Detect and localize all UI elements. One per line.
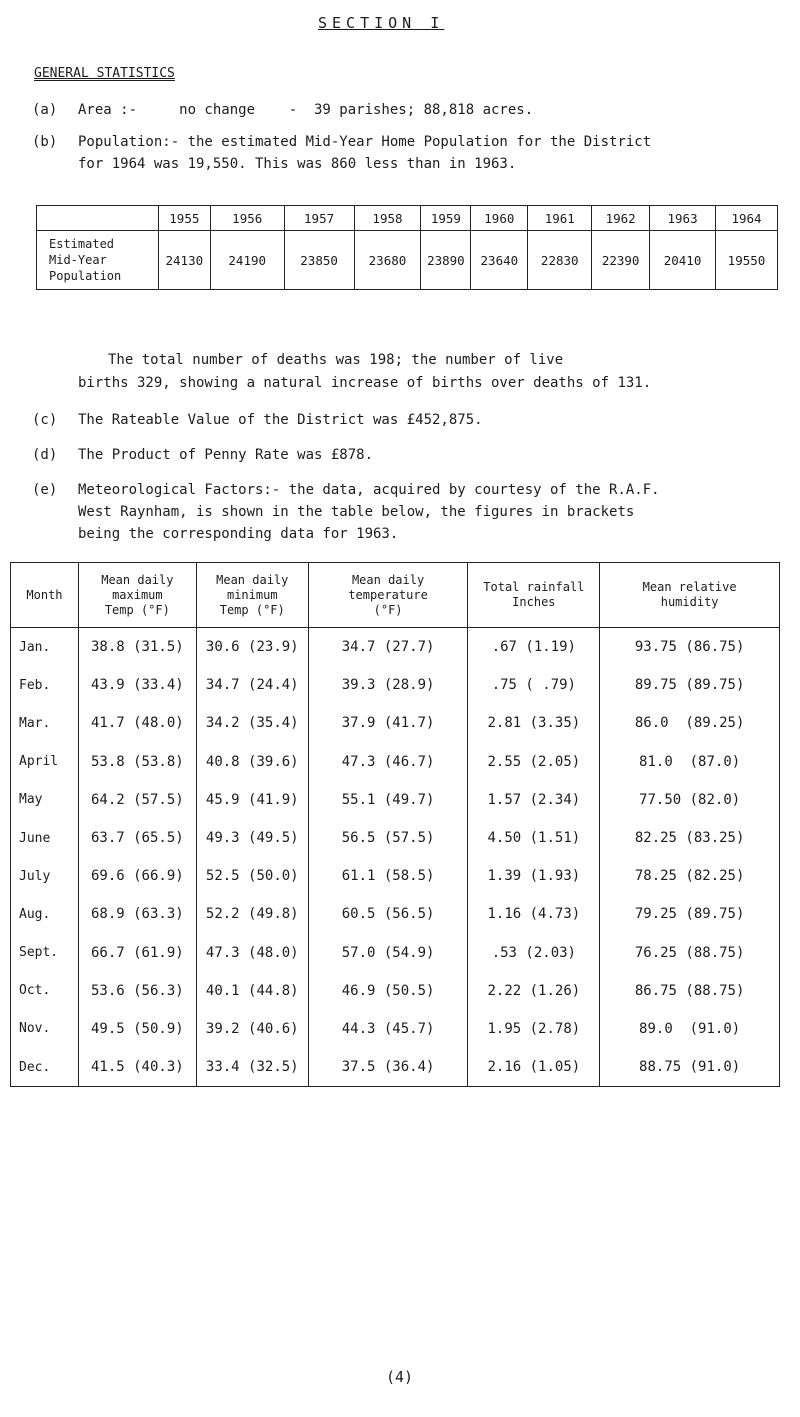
max-temp-cell: 69.6 (66.9) — [78, 857, 196, 895]
header-line: maximum — [112, 587, 163, 602]
year-header: 1959 — [421, 206, 471, 231]
humidity-cell: 89.0 (91.0) — [600, 1010, 780, 1048]
population-table — [36, 205, 778, 290]
item-b-label: (b) — [32, 134, 58, 150]
population-value: 22830 — [528, 231, 592, 290]
mean-temp-cell: 61.1 (58.5) — [308, 857, 468, 895]
max-temp-cell: 49.5 (50.9) — [78, 1010, 196, 1048]
item-e-line2: West Raynham, is shown in the table below, the figures in brackets — [78, 504, 635, 520]
month-cell: July — [11, 857, 79, 895]
min-temp-cell: 47.3 (48.0) — [196, 934, 308, 972]
min-temp-cell: 52.2 (49.8) — [196, 895, 308, 933]
year-header: 1963 — [650, 206, 716, 231]
month-cell: Aug. — [11, 895, 79, 933]
min-temp-cell: 45.9 (41.9) — [196, 781, 308, 819]
general-statistics-title: GENERAL STATISTICS — [34, 66, 175, 81]
item-e-label: (e) — [32, 482, 58, 498]
met-table-row — [11, 857, 780, 895]
rainfall-cell: 4.50 (1.51) — [468, 819, 600, 857]
mean-temp-cell: 47.3 (46.7) — [308, 743, 468, 781]
rainfall-cell: .53 (2.03) — [468, 934, 600, 972]
mean-temp-cell: 56.5 (57.5) — [308, 819, 468, 857]
max-temp-cell: 53.6 (56.3) — [78, 972, 196, 1010]
min-temp-cell: 52.5 (50.0) — [196, 857, 308, 895]
rainfall-cell: 1.95 (2.78) — [468, 1010, 600, 1048]
met-table-row — [11, 972, 780, 1010]
rainfall-cell: .67 (1.19) — [468, 628, 600, 667]
max-temp-cell: 41.5 (40.3) — [78, 1048, 196, 1087]
header-humidity — [600, 563, 780, 628]
year-header: 1964 — [716, 206, 778, 231]
header-line: minimum — [226, 587, 278, 602]
year-header: 1957 — [284, 206, 354, 231]
max-temp-cell: 63.7 (65.5) — [78, 819, 196, 857]
humidity-cell: 82.25 (83.25) — [600, 819, 780, 857]
header-line: temperature — [348, 587, 428, 602]
population-value: 22390 — [592, 231, 650, 290]
min-temp-cell: 30.6 (23.9) — [196, 628, 308, 667]
meteorological-table — [10, 562, 780, 1087]
header-rainfall — [468, 563, 600, 628]
met-table-row — [11, 895, 780, 933]
humidity-cell: 78.25 (82.25) — [600, 857, 780, 895]
year-header: 1962 — [592, 206, 650, 231]
max-temp-cell: 68.9 (63.3) — [78, 895, 196, 933]
min-temp-cell: 49.3 (49.5) — [196, 819, 308, 857]
year-header: 1960 — [471, 206, 528, 231]
year-header: 1961 — [528, 206, 592, 231]
humidity-cell: 88.75 (91.0) — [600, 1048, 780, 1087]
item-a-text: Area :- no change - 39 parishes; 88,818 acres. — [78, 102, 534, 118]
humidity-cell: 79.25 (89.75) — [600, 895, 780, 933]
max-temp-cell: 66.7 (61.9) — [78, 934, 196, 972]
mean-temp-cell: 55.1 (49.7) — [308, 781, 468, 819]
max-temp-cell: 43.9 (33.4) — [78, 666, 196, 704]
month-cell: Mar. — [11, 704, 79, 742]
min-temp-cell: 34.2 (35.4) — [196, 704, 308, 742]
row-label-line: Estimated — [49, 237, 115, 251]
item-c-label: (c) — [32, 412, 58, 428]
met-table-row — [11, 628, 780, 667]
deaths-line1: The total number of deaths was 198; the number of live — [108, 352, 564, 368]
header-line: Mean relative — [642, 580, 737, 594]
rainfall-cell: .75 ( .79) — [468, 666, 600, 704]
mean-temp-cell: 37.9 (41.7) — [308, 704, 468, 742]
row-label-line: Population — [49, 269, 122, 283]
mean-temp-cell: 46.9 (50.5) — [308, 972, 468, 1010]
humidity-cell: 86.0 (89.25) — [600, 704, 780, 742]
item-d-text: The Product of Penny Rate was £878. — [78, 447, 374, 463]
humidity-cell: 77.50 (82.0) — [600, 781, 780, 819]
mean-temp-cell: 44.3 (45.7) — [308, 1010, 468, 1048]
humidity-cell: 81.0 (87.0) — [600, 743, 780, 781]
min-temp-cell: 39.2 (40.6) — [196, 1010, 308, 1048]
row-label-line: Mid-Year — [49, 253, 107, 267]
mean-temp-cell: 34.7 (27.7) — [308, 628, 468, 667]
header-month — [11, 563, 79, 628]
mean-temp-cell: 57.0 (54.9) — [308, 934, 468, 972]
month-cell: May — [11, 781, 79, 819]
header-line: Temp (°F) — [104, 602, 170, 617]
item-e-line3: being the corresponding data for 1963. — [78, 526, 399, 542]
section-heading: SECTION I — [318, 14, 445, 32]
item-a-label: (a) — [32, 102, 58, 118]
header-line: Mean daily — [216, 572, 289, 587]
rainfall-cell: 2.81 (3.35) — [468, 704, 600, 742]
header-max-temp — [78, 563, 196, 628]
item-d-label: (d) — [32, 447, 58, 463]
rainfall-cell: 1.16 (4.73) — [468, 895, 600, 933]
max-temp-cell: 38.8 (31.5) — [78, 628, 196, 667]
year-header: 1958 — [354, 206, 421, 231]
month-cell: June — [11, 819, 79, 857]
header-line: Inches — [512, 595, 556, 609]
population-value: 23890 — [421, 231, 471, 290]
header-line: Total rainfall — [483, 580, 585, 594]
met-table-row — [11, 819, 780, 857]
met-table-row — [11, 704, 780, 742]
month-cell: Sept. — [11, 934, 79, 972]
month-cell: Dec. — [11, 1048, 79, 1087]
mean-temp-cell: 60.5 (56.5) — [308, 895, 468, 933]
item-c-text: The Rateable Value of the District was £452,875. — [78, 412, 483, 428]
header-line: Temp (°F) — [219, 602, 285, 617]
header-line: Mean daily — [351, 572, 425, 587]
min-temp-cell: 40.1 (44.8) — [196, 972, 308, 1010]
page-number: (4) — [386, 1368, 414, 1386]
rainfall-cell: 2.55 (2.05) — [468, 743, 600, 781]
rainfall-cell: 2.22 (1.26) — [468, 972, 600, 1010]
met-table-row — [11, 934, 780, 972]
humidity-cell: 76.25 (88.75) — [600, 934, 780, 972]
met-table-row — [11, 666, 780, 704]
header-mean-temp — [308, 563, 468, 628]
mean-temp-cell: 37.5 (36.4) — [308, 1048, 468, 1087]
min-temp-cell: 34.7 (24.4) — [196, 666, 308, 704]
max-temp-cell: 41.7 (48.0) — [78, 704, 196, 742]
month-cell: Feb. — [11, 666, 79, 704]
min-temp-cell: 40.8 (39.6) — [196, 743, 308, 781]
item-e-line1: Meteorological Factors:- the data, acquired by courtesy of the R.A.F. — [78, 482, 660, 498]
max-temp-cell: 64.2 (57.5) — [78, 781, 196, 819]
year-header: 1955 — [158, 206, 210, 231]
deaths-line2: births 329, showing a natural increase of births over deaths of 131. — [78, 375, 652, 391]
item-b-line1: Population:- the estimated Mid-Year Home Population for the District — [78, 134, 652, 150]
year-header: 1956 — [210, 206, 284, 231]
met-table-row — [11, 781, 780, 819]
population-value: 23680 — [354, 231, 421, 290]
item-b-line2: for 1964 was 19,550. This was 860 less than in 1963. — [78, 156, 517, 172]
met-table-row — [11, 1010, 780, 1048]
header-min-temp — [196, 563, 308, 628]
population-value: 23850 — [284, 231, 354, 290]
mean-temp-cell: 39.3 (28.9) — [308, 666, 468, 704]
met-table-row — [11, 743, 780, 781]
rainfall-cell: 2.16 (1.05) — [468, 1048, 600, 1087]
met-table-row — [11, 1048, 780, 1087]
month-cell: Oct. — [11, 972, 79, 1010]
population-row-label — [37, 231, 159, 290]
population-value: 23640 — [471, 231, 528, 290]
month-cell: April — [11, 743, 79, 781]
month-cell: Nov. — [11, 1010, 79, 1048]
rainfall-cell: 1.39 (1.93) — [468, 857, 600, 895]
max-temp-cell: 53.8 (53.8) — [78, 743, 196, 781]
humidity-cell: 93.75 (86.75) — [600, 628, 780, 667]
humidity-cell: 86.75 (88.75) — [600, 972, 780, 1010]
population-value: 24190 — [210, 231, 284, 290]
min-temp-cell: 33.4 (32.5) — [196, 1048, 308, 1087]
header-line: Mean daily — [101, 572, 174, 587]
corner-cell — [37, 206, 159, 231]
humidity-cell: 89.75 (89.75) — [600, 666, 780, 704]
header-line: humidity — [660, 595, 719, 609]
header-line: Month — [26, 587, 63, 602]
month-cell: Jan. — [11, 628, 79, 667]
population-value: 19550 — [716, 231, 778, 290]
population-value: 20410 — [650, 231, 716, 290]
header-line: (°F) — [373, 602, 403, 617]
population-value: 24130 — [158, 231, 210, 290]
rainfall-cell: 1.57 (2.34) — [468, 781, 600, 819]
